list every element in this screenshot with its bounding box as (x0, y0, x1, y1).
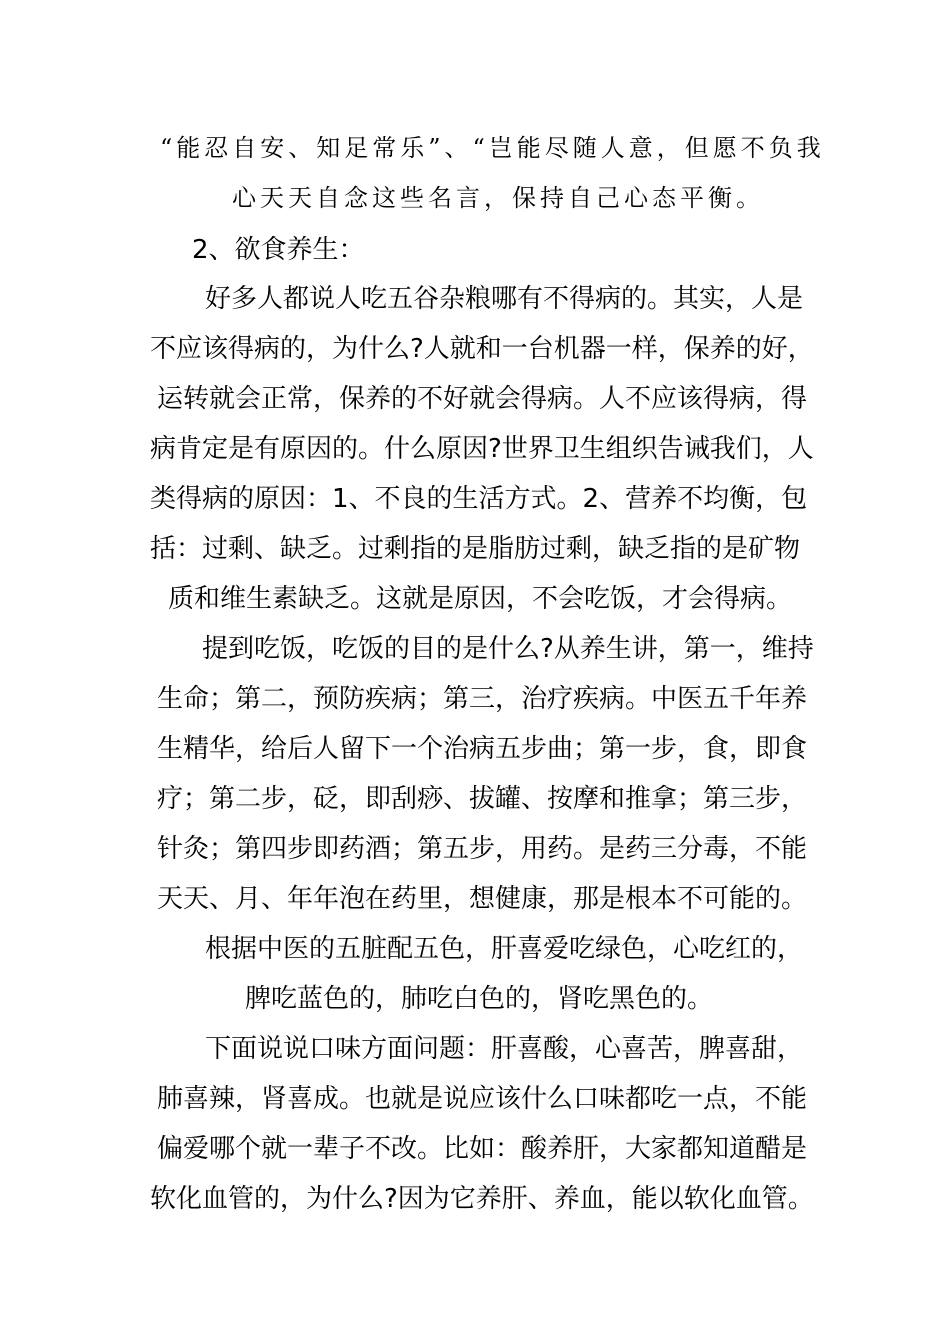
paragraph-line: 类得病的原因：1、不良的生活方式。2、营养不均衡，包 (150, 484, 808, 514)
paragraph-line: 好多人都说人吃五谷杂粮哪有不得病的。其实，人是 (205, 284, 804, 314)
paragraph-line: 肺喜辣，肾喜成。也就是说应该什么口味都吃一点，不能 (157, 1084, 808, 1114)
paragraph-line: 天天、月、年年泡在药里，想健康，那是根本不可能的。 (157, 884, 808, 914)
quote-line: 心天天自念这些名言，保持自己心态平衡。 (232, 184, 764, 212)
paragraph-line: 疗；第二步，砭，即刮痧、拔罐、按摩和推拿；第三步， (157, 784, 808, 814)
paragraph-line: 根据中医的五脏配五色，肝喜爱吃绿色，心吃红的， (205, 934, 804, 964)
paragraph-line: 运转就会正常，保养的不好就会得病。人不应该得病，得 (157, 384, 808, 414)
section-heading: 2、欲食养生： (192, 235, 365, 265)
paragraph-line: 偏爱哪个就一辈子不改。比如：酸养肝，大家都知道醋是 (157, 1134, 808, 1164)
paragraph-line: 脾吃蓝色的，肺吃白色的，肾吃黑色的。 (245, 984, 714, 1014)
paragraph-line: 提到吃饭，吃饭的目的是什么?从养生讲，第一，维持 (202, 634, 814, 664)
paragraph-line: 质和维生素缺乏。这就是原因，不会吃饭，才会得病。 (168, 584, 793, 614)
paragraph-line: 软化血管的，为什么?因为它养肝、养血，能以软化血管。 (150, 1184, 814, 1214)
paragraph-line: 括：过剩、缺乏。过剩指的是脂肪过剩，缺乏指的是矿物 (150, 534, 801, 564)
quote-line: “能忍自安、知足常乐”、“岂能尽随人意，但愿不负我 (160, 134, 825, 162)
paragraph-line: 生精华，给后人留下一个治病五步曲；第一步，食，即食 (157, 734, 808, 764)
paragraph-line: 针灸；第四步即药酒；第五步，用药。是药三分毒，不能 (157, 834, 808, 864)
paragraph-line: 下面说说口味方面问题：肝喜酸，心喜苦，脾喜甜， (205, 1034, 804, 1064)
paragraph-line: 不应该得病的，为什么?人就和一台机器一样，保养的好， (150, 334, 814, 364)
paragraph-line: 生命；第二，预防疾病；第三，治疗疾病。中医五千年养 (157, 684, 808, 714)
paragraph-line: 病肯定是有原因的。什么原因?世界卫生组织告诫我们，人 (150, 434, 814, 464)
